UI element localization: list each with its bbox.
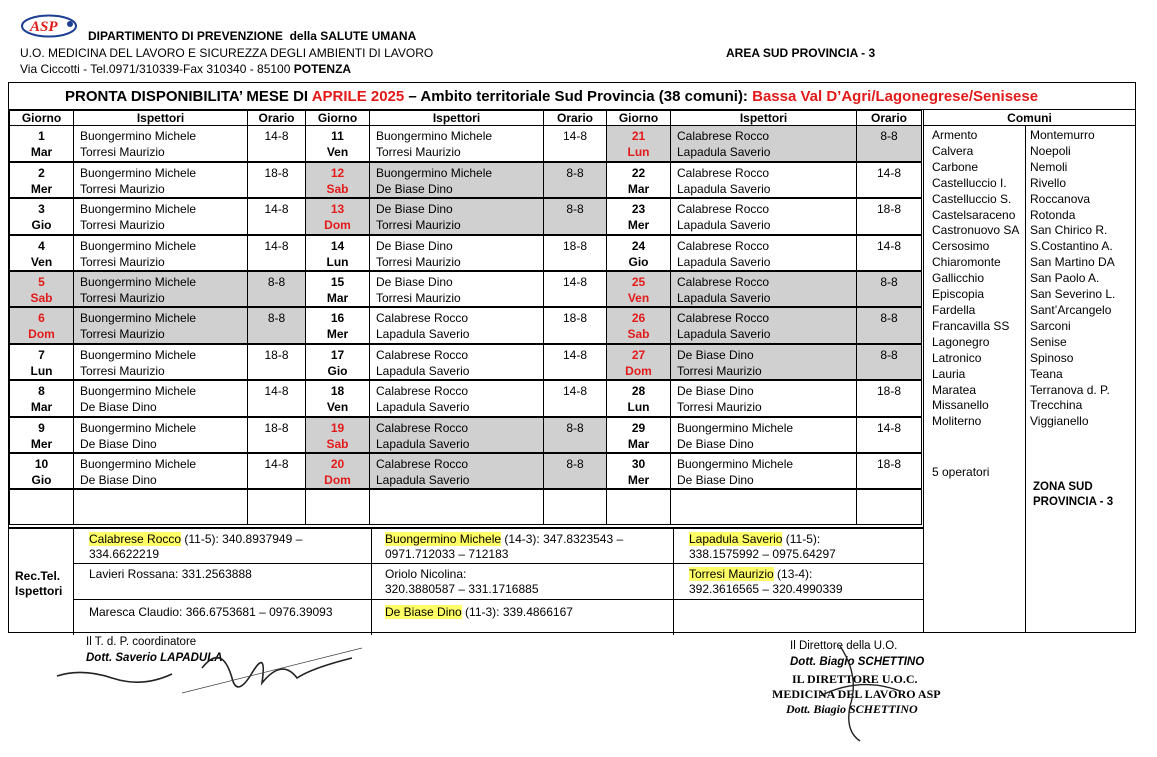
inspectors-cell: De Biase Dino Torresi Maurizio [671,380,857,416]
day-cell: 5 Sab [10,271,74,307]
day-cell: 4 Ven [10,235,74,271]
left-signature-block: Il T. d. P. coordinatore Dott. Saverio LAPADULA [86,636,223,664]
rec-debiase: De Biase Dino (11-3): 339.4866167 [385,605,573,619]
comune-item: Cersosimo [932,239,990,254]
area-title: AREA SUD PROVINCIA - 3 [726,46,876,60]
day-cell: 20 Dom [306,453,370,489]
comune-item: San Severino L. [1030,287,1116,302]
table-row [10,126,922,162]
comune-item: Francavilla SS [932,318,1010,333]
orario-cell: 8-8 [544,198,607,234]
day-cell: 11 Ven [306,126,370,162]
orario-cell: 14-8 [248,453,306,489]
orario-cell: 14-8 [248,380,306,416]
day-cell: 16 Mer [306,307,370,343]
comune-item: Viggianello [1030,414,1089,429]
inspectors-cell: Calabrese Rocco Lapadula Saverio [370,380,544,416]
orario-cell: 14-8 [857,417,922,453]
comune-item: Roccanova [1030,191,1091,206]
day-cell: 12 Sab [306,162,370,198]
comune-item: Sarconi [1030,318,1071,333]
rec-oriolo: Oriolo Nicolina: 320.3880587 – 331.1716885 [385,567,539,596]
day-cell: 19 Sab [306,417,370,453]
comuni-divider [1025,126,1026,633]
table-row [10,271,922,307]
inspectors-cell: Calabrese Rocco Lapadula Saverio [370,417,544,453]
address: Via Ciccotti - Tel.0971/310339-Fax 310340 - 85100 POTENZA [20,62,352,76]
orario-cell: 8-8 [544,453,607,489]
table-row [10,307,922,343]
orario-cell: 18-8 [857,380,922,416]
comune-item: Noepoli [1030,143,1071,158]
inspectors-cell: Buongermino Michele De Biase Dino [74,453,248,489]
schedule-title: PRONTA DISPONIBILITA’ MESE DI APRILE 2025 – Ambito territoriale Sud Provincia (38 comuni): Bassa Val D’Agri/Lagonegrese/Senisese [9,83,1135,110]
inspectors-cell: Buongermino Michele Torresi Maurizio [74,307,248,343]
orario-cell: 14-8 [544,271,607,307]
empty-cell [671,489,857,524]
inspectors-cell: Buongermino Michele De Biase Dino [74,417,248,453]
comune-item: Terranova d. P. [1030,382,1110,397]
day-cell: 30 Mer [607,453,671,489]
table-row [10,235,922,271]
inspectors-cell: De Biase Dino Torresi Maurizio [370,198,544,234]
empty-cell [370,489,544,524]
col-orario: Orario [544,111,607,126]
col-giorno: Giorno [10,111,74,126]
orario-cell: 14-8 [544,344,607,380]
comune-item: Castelluccio I. [932,175,1007,190]
empty-cell [10,489,74,524]
day-cell: 24 Gio [607,235,671,271]
col-ispettori: Ispettori [370,111,544,126]
orario-cell: 14-8 [248,235,306,271]
inspectors-cell: Calabrese Rocco Lapadula Saverio [671,271,857,307]
inspectors-cell: Buongermino Michele Torresi Maurizio [74,198,248,234]
comune-item: Gallicchio [932,271,985,286]
day-cell: 18 Ven [306,380,370,416]
comuni-divider [923,110,924,633]
orario-cell: 8-8 [544,162,607,198]
day-cell: 10 Gio [10,453,74,489]
inspectors-cell: Calabrese Rocco Lapadula Saverio [370,453,544,489]
empty-cell [306,489,370,524]
orario-cell: 14-8 [857,235,922,271]
right-signature-block: Il Direttore della U.O. Dott. Biagio SCHETTINO [790,640,925,668]
day-cell: 26 Sab [607,307,671,343]
orario-cell: 18-8 [248,417,306,453]
day-cell: 27 Dom [607,344,671,380]
orario-cell: 8-8 [857,344,922,380]
day-cell: 1 Mar [10,126,74,162]
inspectors-cell: Buongermino Michele De Biase Dino [370,162,544,198]
inspectors-cell: Calabrese Rocco Lapadula Saverio [671,198,857,234]
col-ispettori: Ispettori [74,111,248,126]
day-cell: 25 Ven [607,271,671,307]
rec-buongermino: Buongermino Michele (14-3): 347.8323543 – 0971.712033 – 712183 [385,532,624,561]
inspectors-cell: Calabrese Rocco Lapadula Saverio [671,126,857,162]
comune-item: Spinoso [1030,350,1074,365]
table-row [10,198,922,234]
empty-cell [607,489,671,524]
day-cell: 9 Mer [10,417,74,453]
day-cell: 22 Mar [607,162,671,198]
empty-cell [544,489,607,524]
comune-item: Nemoli [1030,159,1068,174]
col-giorno: Giorno [607,111,671,126]
orario-cell: 18-8 [544,235,607,271]
day-cell: 14 Lun [306,235,370,271]
day-cell: 29 Mar [607,417,671,453]
comune-item: Episcopia [932,287,985,302]
inspectors-cell: De Biase Dino Torresi Maurizio [370,235,544,271]
orario-cell: 14-8 [248,198,306,234]
comune-item: Moliterno [932,414,982,429]
orario-cell: 18-8 [857,198,922,234]
inspectors-cell: Calabrese Rocco Lapadula Saverio [671,235,857,271]
comune-item: Fardella [932,302,976,317]
inspectors-cell: Calabrese Rocco Lapadula Saverio [370,344,544,380]
calendar-table [9,110,922,525]
orario-cell: 8-8 [857,126,922,162]
left-signature-scribble [52,638,372,708]
comuni-list-right [1030,128,1115,430]
orario-cell: 14-8 [248,126,306,162]
right-signature-scribble [800,636,920,746]
comune-item: Latronico [932,350,982,365]
inspectors-cell: Buongermino Michele Torresi Maurizio [74,235,248,271]
col-giorno: Giorno [306,111,370,126]
day-cell: 13 Dom [306,198,370,234]
table-row [10,417,922,453]
empty-row [10,489,922,524]
comune-item: Maratea [932,382,977,397]
calendar-header-row [10,111,922,126]
table-row [10,162,922,198]
rec-torresi: Torresi Maurizio (13-4): 392.3616565 – 320.4990339 [689,567,843,596]
orario-cell: 8-8 [248,307,306,343]
col-ispettori: Ispettori [671,111,857,126]
comune-item: San Martino DA [1030,255,1115,270]
comune-item: Lauria [932,366,966,381]
orario-cell: 14-8 [857,162,922,198]
comune-item: Rotonda [1030,207,1076,222]
unit-title: U.O. MEDICINA DEL LAVORO E SICUREZZA DEGLI AMBIENTI DI LAVORO [20,46,434,60]
inspectors-cell: Buongermino Michele Torresi Maurizio [370,126,544,162]
zona-label: ZONA SUD PROVINCIA - 3 [1033,481,1114,508]
comune-item: San Chirico R. [1030,223,1108,238]
comune-item: S.Costantino A. [1030,239,1113,254]
inspectors-cell: Calabrese Rocco Lapadula Saverio [370,307,544,343]
orario-cell: 8-8 [857,271,922,307]
inspectors-cell: Calabrese Rocco Lapadula Saverio [671,162,857,198]
comune-item: Lagonegro [932,334,990,349]
inspectors-cell: Buongermino Michele Torresi Maurizio [74,271,248,307]
inspectors-cell: Buongermino Michele Torresi Maurizio [74,344,248,380]
comune-item: Chiaromonte [932,255,1001,270]
department-title: DIPARTIMENTO DI PREVENZIONE della SALUTE UMANA [88,29,417,43]
comune-item: Calvera [932,143,974,158]
orario-cell: 18-8 [248,162,306,198]
inspectors-cell: Buongermino Michele Torresi Maurizio [74,162,248,198]
empty-cell [248,489,306,524]
inspectors-cell: Calabrese Rocco Lapadula Saverio [671,307,857,343]
orario-cell: 14-8 [544,126,607,162]
day-cell: 21 Lun [607,126,671,162]
orario-cell: 18-8 [544,307,607,343]
inspectors-cell: Buongermino Michele De Biase Dino [671,417,857,453]
orario-cell: 14-8 [544,380,607,416]
comune-item: Castelsaraceno [932,207,1016,222]
day-cell: 2 Mer [10,162,74,198]
logo-text: ASP [30,19,58,35]
operatori-count: 5 operatori [932,465,990,479]
empty-cell [857,489,922,524]
day-cell: 8 Mar [10,380,74,416]
comune-item: Carbone [932,159,979,174]
comune-item: Montemurro [1030,128,1095,142]
orario-cell: 8-8 [544,417,607,453]
comune-item: Castelluccio S. [932,191,1012,206]
comuni-header: Comuni [923,110,1135,126]
director-stamp: IL DIRETTORE U.O.C. MEDICINA DEL LAVORO ASP Dott. Biagio SCHETTINO [772,672,941,716]
col-orario: Orario [857,111,922,126]
day-cell: 23 Mer [607,198,671,234]
day-cell: 15 Mar [306,271,370,307]
comuni-list-left [932,128,1019,430]
table-row [10,380,922,416]
asp-logo [20,14,78,38]
rec-maresca: Maresca Claudio: 366.6753681 – 0976.39093 [89,605,333,619]
day-cell: 3 Gio [10,198,74,234]
empty-cell [74,489,248,524]
comune-item: Sant’Arcangelo [1030,302,1112,317]
col-orario: Orario [248,111,306,126]
inspectors-cell: De Biase Dino Torresi Maurizio [671,344,857,380]
orario-cell: 8-8 [857,307,922,343]
rec-tel-block [9,527,923,633]
rec-lavieri: Lavieri Rossana: 331.2563888 [89,567,252,581]
comune-item: Castronuovo SA [932,223,1020,238]
comune-item: Teana [1030,366,1063,381]
inspectors-cell: Buongermino Michele Torresi Maurizio [74,126,248,162]
comune-item: Armento [932,128,978,142]
orario-cell: 18-8 [248,344,306,380]
rec-tel-label: Rec.Tel. Ispettori [15,569,63,598]
rec-lapadula: Lapadula Saverio (11-5): 338.1575992 – 0975.64297 [689,532,836,561]
comune-item: Missanello [932,398,989,413]
orario-cell: 18-8 [857,453,922,489]
comune-item: Senise [1030,334,1067,349]
table-row [10,453,922,489]
comune-item: San Paolo A. [1030,271,1100,286]
schedule-frame [8,82,1136,633]
orario-cell: 8-8 [248,271,306,307]
inspectors-cell: Buongermino Michele De Biase Dino [671,453,857,489]
inspectors-cell: Buongermino Michele De Biase Dino [74,380,248,416]
comune-item: Rivello [1030,175,1067,190]
table-row [10,344,922,380]
day-cell: 6 Dom [10,307,74,343]
comune-item: Trecchina [1030,398,1083,413]
day-cell: 17 Gio [306,344,370,380]
inspectors-cell: De Biase Dino Torresi Maurizio [370,271,544,307]
day-cell: 7 Lun [10,344,74,380]
day-cell: 28 Lun [607,380,671,416]
rec-calabrese: Calabrese Rocco (11-5): 340.8937949 – 334.6622219 [89,532,303,561]
